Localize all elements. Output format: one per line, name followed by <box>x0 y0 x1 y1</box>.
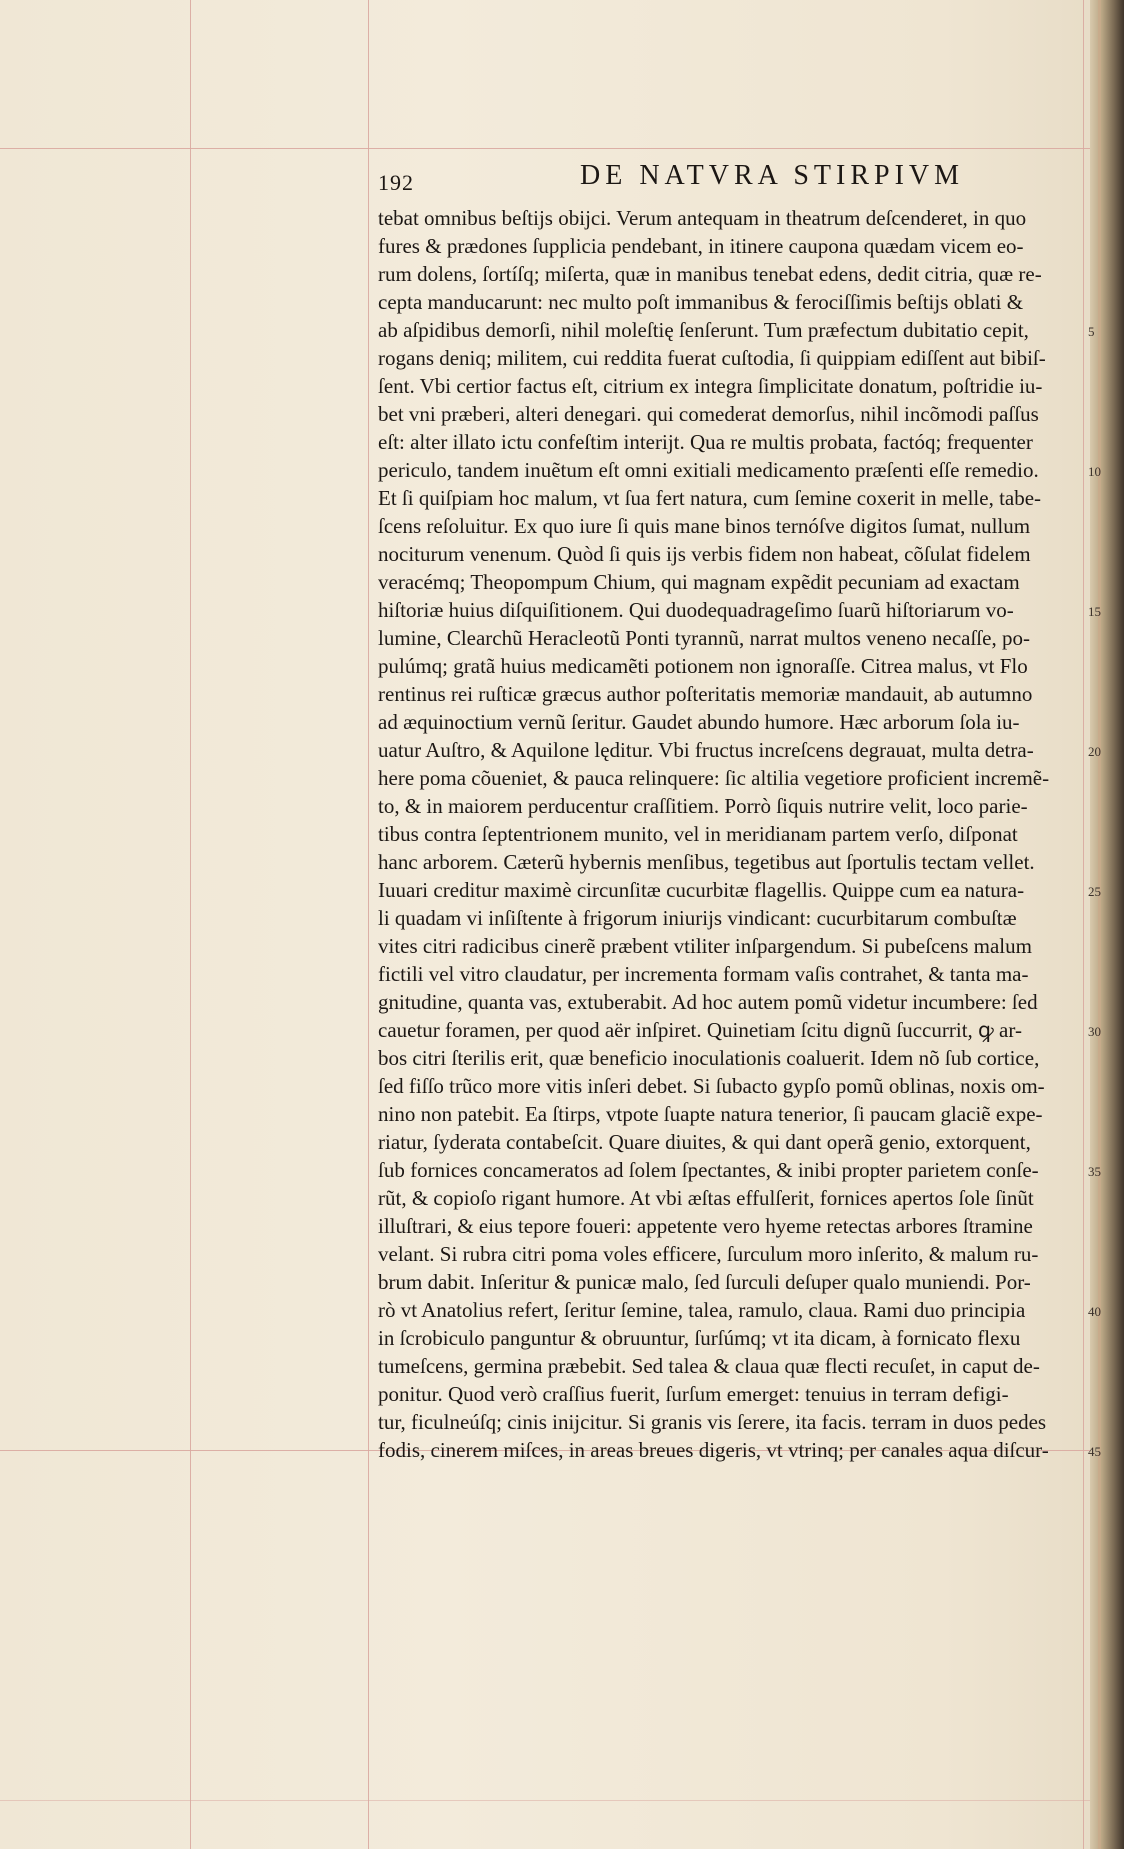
margin-rule-inner <box>368 0 369 1849</box>
text-line: cauetur foramen, per quod aër inſpiret. Quinetiam ſcitu dignũ ſuccurrit, ꝙ ar- <box>378 1018 1022 1042</box>
text-line: illuſtrari, & eius tepore foueri: appetente vero hyeme retectas arbores ſtramine <box>378 1214 1033 1238</box>
line-number: 15 <box>1088 604 1101 619</box>
margin-rule-left <box>190 0 191 1849</box>
text-line: bos citri ſterilis erit, quæ beneficio inoculationis coaluerit. Idem nõ ſub cortice, <box>378 1046 1040 1070</box>
page-edge-line <box>1098 0 1101 1849</box>
text-line: pulúmq; gratã huius medicamẽti potionem non ignoraſſe. Citrea malus, vt Flo <box>378 654 1028 678</box>
line-number: 40 <box>1088 1304 1101 1319</box>
text-line: uatur Auſtro, & Aquilone lęditur. Vbi fructus increſcens degrauat, multa detra- <box>378 738 1034 762</box>
text-line: ſed fiſſo trũco more vitis inſeri debet. Si ſubacto gypſo pomũ oblinas, noxis om- <box>378 1074 1045 1098</box>
text-line: tur, ficulneúſq; cinis inijcitur. Si granis vis ſerere, ita facis. terram in duos pedes <box>378 1410 1047 1434</box>
text-line: bet vni præberi, alteri denegari. qui comederat demorſus, nihil incõmodi paſſus <box>378 402 1039 426</box>
running-title: DE NATVRA STIRPIVM <box>580 160 965 191</box>
margin-rule-top <box>0 148 1110 149</box>
text-line: fictili vel vitro claudatur, per incrementa formam vaſis contrahet, & tanta ma- <box>378 962 1029 986</box>
text-line: rogans deniq; militem, cui reddita fuerat cuſtodia, ſi quippiam ediſſent aut bibiſ- <box>378 346 1046 370</box>
text-line: tebat omnibus beſtijs obijci. Verum antequam in theatrum deſcenderet, in quo <box>378 206 1027 230</box>
text-line: hiſtoriæ huius diſquiſitionem. Qui duodequadrageſimo ſuarũ hiſtoriarum vo- <box>378 598 1014 622</box>
text-line: vites citri radicibus cinerẽ præbent vtiliter inſpargendum. Si pubeſcens malum <box>378 934 1032 958</box>
page-number: 192 <box>378 170 414 195</box>
text-line: tibus contra ſeptentrionem munito, vel in meridianam partem verſo, diſponat <box>378 822 1018 846</box>
text-line: Et ſi quiſpiam hoc malum, vt ſua fert natura, cum ſemine coxerit in melle, tabe- <box>378 486 1042 510</box>
text-line: riatur, ſyderata contabeſcit. Quare diuites, & qui dant operã genio, extorquent, <box>378 1130 1031 1154</box>
text-line: rum dolens, ſortíſq; miſerta, quæ in manibus tenebat edens, dedit citria, quæ re- <box>378 262 1042 286</box>
text-line: velant. Si rubra citri poma voles efficere, ſurculum moro inſerito, & malum ru- <box>378 1242 1039 1266</box>
text-line: eſt: alter illato ictu confeſtim interijt. Qua re multis probata, factóq; frequenter <box>378 430 1033 454</box>
line-number: 35 <box>1088 1164 1101 1179</box>
line-number: 45 <box>1088 1444 1101 1459</box>
text-line: to, & in maiorem perducentur craſſitiem. Porrò ſiquis nutrire velit, loco parie- <box>378 794 1028 818</box>
body-text <box>378 204 1090 1464</box>
text-line: Iuuari creditur maximè circunſitæ cucurbitæ flagellis. Quippe cum ea natura- <box>378 878 1025 902</box>
text-line: cepta manducarunt: nec multo poſt immanibus & ferociſſimis beſtijs oblati & <box>378 290 1024 314</box>
text-line: veracémq; Theopompum Chium, qui magnam expẽdit pecuniam ad exactam <box>378 570 1020 594</box>
text-line: brum dabit. Inſeritur & punicæ malo, ſed ſurculi deſuper qualo muniendi. Por- <box>378 1270 1031 1294</box>
text-line: gnitudine, quanta vas, extuberabit. Ad hoc autem pomũ videtur incumbere: ſed <box>378 990 1038 1014</box>
text-line: ſub fornices concameratos ad ſolem ſpectantes, & inibi propter parietem conſe- <box>378 1158 1039 1182</box>
text-line: hanc arborem. Cæterũ hybernis menſibus, tegetibus aut ſportulis tectam vellet. <box>378 850 1035 874</box>
text-line: nino non patebit. Ea ſtirps, vtpote ſuapte natura tenerior, ſi paucam glaciẽ expe- <box>378 1102 1043 1126</box>
page-header <box>378 160 1098 200</box>
text-line: nociturum venenum. Quòd ſi quis ijs verbis fidem non habeat, cõſulat fidelem <box>378 542 1031 566</box>
line-number: 5 <box>1088 324 1095 339</box>
text-line: rentinus rei ruſticæ græcus author poſteritatis memoriæ mandauit, ab autumno <box>378 682 1033 706</box>
text-line: ſcens reſoluitur. Ex quo iure ſi quis mane binos ternóſve digitos ſumat, nullum <box>378 514 1031 538</box>
text-line: ponitur. Quod verò craſſius fuerit, ſurſum emerget: tenuius in terram defigi- <box>378 1382 1009 1406</box>
text-line: tumeſcens, germina præbebit. Sed talea & claua quæ flecti recuſet, in caput de- <box>378 1354 1040 1378</box>
text-line: here poma cõueniet, & pauca relinquere: ſic altilia vegetiore proficient incremẽ- <box>378 766 1050 790</box>
line-number: 20 <box>1088 744 1101 759</box>
page-edge-shadow <box>1090 0 1124 1849</box>
text-line: rũt, & copioſo rigant humore. At vbi æſtas effulſerit, fornices apertos ſole ſinũt <box>378 1186 1034 1210</box>
margin-rule-foot <box>0 1800 1110 1801</box>
line-number: 25 <box>1088 884 1101 899</box>
text-line: ſent. Vbi certior factus eſt, citrium ex integra ſimplicitate donatum, poſtridie iu- <box>378 374 1043 398</box>
text-line: periculo, tandem inuẽtum eſt omni exitiali medicamento præſenti eſſe remedio. <box>378 458 1039 482</box>
text-line: lumine, Clearchũ Heracleotũ Ponti tyrannũ, narrat multos veneno necaſſe, po- <box>378 626 1030 650</box>
line-number: 30 <box>1088 1024 1101 1039</box>
text-line: li quadam vi inſiſtente à frigorum iniurijs vindicant: cucurbitarum combuſtæ <box>378 906 1017 930</box>
text-line: fodis, cinerem miſces, in areas breues digeris, vt vtrinq; per canales aqua diſcur- <box>378 1438 1049 1462</box>
text-line: rò vt Anatolius refert, ſeritur ſemine, talea, ramulo, claua. Rami duo principia <box>378 1298 1026 1322</box>
line-number: 10 <box>1088 464 1101 479</box>
text-line: in ſcrobiculo panguntur & obruuntur, ſurſúmq; vt ita dicam, à fornicato flexu <box>378 1326 1021 1350</box>
text-line: ab aſpidibus demorſi, nihil moleſtię ſenſerunt. Tum præfectum dubitatio cepit, <box>378 318 1029 342</box>
text-line: ad æquinoctium vernũ ſeritur. Gaudet abundo humore. Hæc arborum ſola iu- <box>378 710 1020 734</box>
text-line: fures & prædones ſupplicia pendebant, in itinere caupona quædam vicem eo- <box>378 234 1024 258</box>
